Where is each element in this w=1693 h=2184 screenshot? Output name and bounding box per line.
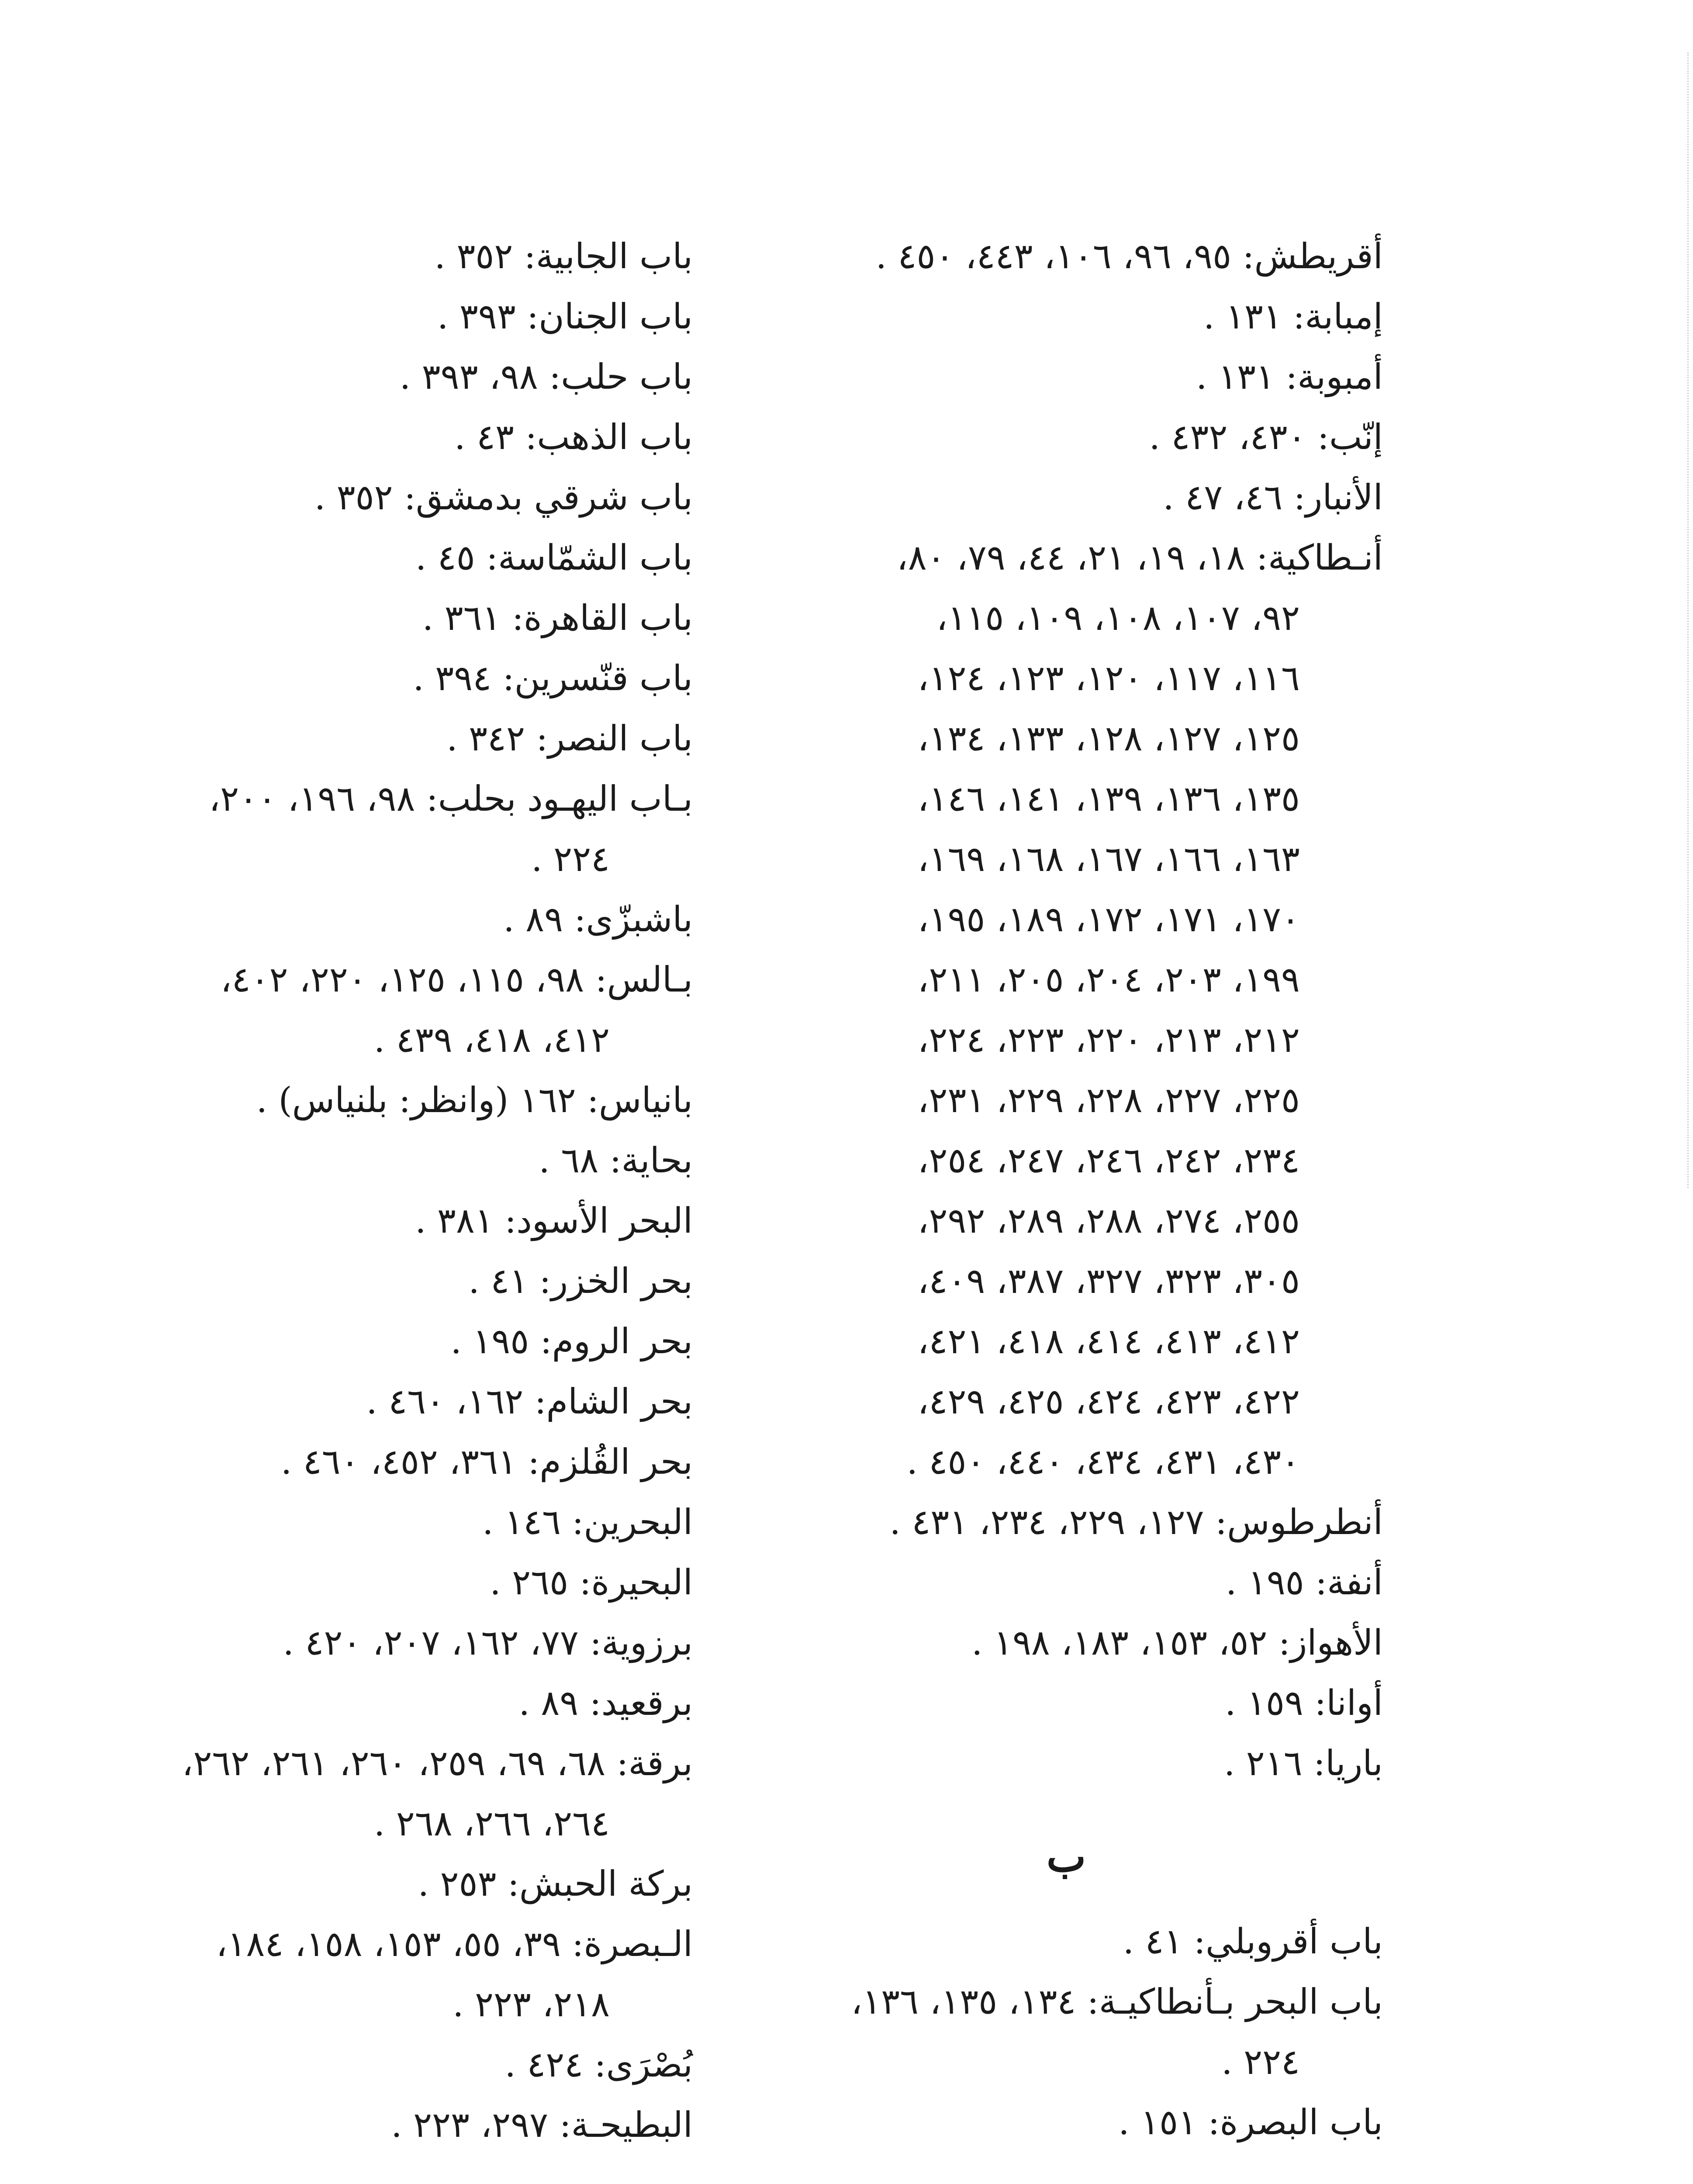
- index-entry-continuation: ٤١٢، ٤١٨، ٤٣٩ .: [373, 1019, 610, 1060]
- index-entry-text: بحر الخزر: ٤١ .: [468, 1261, 693, 1301]
- index-entry: [11, 1914, 693, 2035]
- index-entry: [11, 226, 693, 287]
- index-entry-text: البحر الأسود: ٣٨١ .: [415, 1200, 693, 1241]
- left-column: [11, 226, 693, 2155]
- index-entry: [750, 407, 1383, 467]
- right-entries: [750, 226, 1383, 1794]
- index-entry-text: البحرين: ١٤٦ .: [482, 1502, 693, 1542]
- index-entry-text: أنفة: ١٩٥ .: [1226, 1562, 1383, 1603]
- index-entry-text: بحر الشام: ١٦٢، ٤٦٠ .: [366, 1381, 693, 1422]
- index-entry: [11, 769, 693, 889]
- index-entry-text: باب شرقي بدمشق: ٣٥٢ .: [314, 477, 693, 518]
- left-entries: [11, 226, 693, 2155]
- index-entry-continuation: ٢٥٥، ٢٧٤، ٢٨٨، ٢٨٩، ٢٩٢،: [917, 1200, 1300, 1241]
- index-entry: [11, 1372, 693, 1432]
- index-entry: [750, 1492, 1383, 1552]
- index-entry-text: أوانا: ١٥٩ .: [1225, 1683, 1383, 1723]
- index-entry-text: برقعيد: ٨٩ .: [518, 1683, 693, 1723]
- index-entry-text: أنـطاكية: ١٨، ١٩، ٢١، ٤٤، ٧٩، ٨٠،: [896, 537, 1383, 578]
- index-entry: [750, 287, 1383, 347]
- index-entry-continuation: ٢١٨، ٢٢٣ .: [453, 1984, 610, 2025]
- index-entry-text: باب أقروبلي: ٤١ .: [1123, 1921, 1383, 1962]
- index-entry: [11, 1673, 693, 1733]
- index-entry-text: باب الذهب: ٤٣ .: [454, 417, 693, 457]
- index-entry-text: البحيرة: ٢٦٥ .: [490, 1562, 693, 1603]
- index-entry: [750, 528, 1383, 1492]
- index-entry-continuation: ٤١٢، ٤١٣، ٤١٤، ٤١٨، ٤٢١،: [917, 1321, 1300, 1362]
- index-entry-text: إمبابة: ١٣١ .: [1203, 296, 1383, 337]
- index-entry: [11, 708, 693, 769]
- index-entry-continuation: ٢٢٤ .: [1221, 2042, 1300, 2082]
- index-entry-text: باب الجنان: ٣٩٣ .: [437, 296, 693, 337]
- index-entry: [750, 1911, 1383, 1972]
- index-entry-text: الأهواز: ٥٢، ١٥٣، ١٨٣، ١٩٨ .: [971, 1622, 1383, 1663]
- index-entry: [11, 407, 693, 467]
- index-entry-text: باب القاهرة: ٣٦١ .: [422, 598, 693, 638]
- index-entry: [11, 1432, 693, 1492]
- index-entry-text: إنّب: ٤٣٠، ٤٣٢ .: [1149, 417, 1383, 457]
- index-entry: [11, 1613, 693, 1673]
- index-entry-continuation: ١٧٠، ١٧١، ١٧٢، ١٨٩، ١٩٥،: [917, 899, 1300, 940]
- index-entry-continuation: ٣٠٥، ٣٢٣، ٣٢٧، ٣٨٧، ٤٠٩،: [917, 1261, 1300, 1301]
- index-entry: [750, 1613, 1383, 1673]
- index-entry: [11, 347, 693, 407]
- index-entry: [11, 1251, 693, 1311]
- index-entry-text: الـبصرة: ٣٩، ٥٥، ١٥٣، ١٥٨، ١٨٤،: [216, 1924, 693, 1964]
- index-entry: [11, 1130, 693, 1191]
- index-entry-continuation: ٢١٢، ٢١٣، ٢٢٠، ٢٢٣، ٢٢٤،: [917, 1019, 1300, 1060]
- section-letter: ب: [1046, 1832, 1086, 1881]
- index-entry-text: بحاية: ٦٨ .: [539, 1140, 693, 1181]
- index-entry: [750, 467, 1383, 528]
- index-entry: [11, 2035, 693, 2095]
- index-entry-continuation: ١٣٥، ١٣٦، ١٣٩، ١٤١، ١٤٦،: [917, 778, 1300, 819]
- index-entry-continuation: ٢٢٤ .: [531, 839, 610, 879]
- index-entry-text: باب النصر: ٣٤٢ .: [446, 718, 693, 759]
- index-entry-continuation: ٩٢، ١٠٧، ١٠٨، ١٠٩، ١١٥،: [936, 598, 1300, 638]
- index-entry-text: باشبزّى: ٨٩ .: [503, 899, 693, 940]
- index-entry: [750, 347, 1383, 407]
- index-entry-text: بانياس: ١٦٢ (وانظر: بلنياس) .: [256, 1080, 693, 1120]
- index-entry: [750, 2092, 1383, 2153]
- index-entry: [11, 1070, 693, 1130]
- right-section-entries: [750, 1911, 1383, 2153]
- index-entry: [11, 950, 693, 1070]
- index-entry-text: برزوية: ٧٧، ١٦٢، ٢٠٧، ٤٢٠ .: [283, 1622, 693, 1663]
- index-entry-text: باب البصرة: ١٥١ .: [1118, 2102, 1383, 2143]
- index-entry-text: أنطرطوس: ١٢٧، ٢٢٩، ٢٣٤، ٤٣١ .: [889, 1502, 1383, 1542]
- index-entry-text: باب الشمّاسة: ٤٥ .: [415, 537, 693, 578]
- index-entry-text: برقة: ٦٨، ٦٩، ٢٥٩، ٢٦٠، ٢٦١، ٢٦٢،: [182, 1743, 693, 1783]
- index-entry-continuation: ١٦٣، ١٦٦، ١٦٧، ١٦٨، ١٦٩،: [917, 839, 1300, 879]
- index-entry: [11, 287, 693, 347]
- index-entry: [11, 1311, 693, 1372]
- index-entry: [750, 226, 1383, 287]
- index-entry: [750, 1673, 1383, 1733]
- index-entry: [11, 2095, 693, 2155]
- index-entry-text: أمبوبة: ١٣١ .: [1196, 356, 1383, 397]
- index-entry-continuation: ٢٦٤، ٢٦٦، ٢٦٨ .: [373, 1803, 610, 1844]
- index-entry-text: بُصْرَى: ٤٢٤ .: [504, 2044, 693, 2085]
- index-entry-text: بحر القُلزم: ٣٦١، ٤٥٢، ٤٦٠ .: [280, 1441, 693, 1482]
- index-entry-text: أقريطش: ٩٥، ٩٦، ١٠٦، ٤٤٣، ٤٥٠ .: [875, 236, 1383, 276]
- index-entry-continuation: ٤٣٠، ٤٣١، ٤٣٤، ٤٤٠، ٤٥٠ .: [906, 1441, 1300, 1482]
- index-entry-continuation: ٤٢٢، ٤٢٣، ٤٢٤، ٤٢٥، ٤٢٩،: [917, 1381, 1300, 1422]
- index-entry: [11, 889, 693, 950]
- index-entry: [11, 648, 693, 708]
- index-entry-text: باب حلب: ٩٨، ٣٩٣ .: [399, 356, 693, 397]
- index-entry-text: باريا: ٢١٦ .: [1223, 1743, 1383, 1783]
- index-entry: [11, 1854, 693, 1914]
- index-entry: [750, 1972, 1383, 2092]
- index-entry-text: بحر الروم: ١٩٥ .: [450, 1321, 693, 1362]
- index-entry-text: باب قنّسرين: ٣٩٤ .: [413, 658, 693, 698]
- index-entry-continuation: ٢٣٤، ٢٤٢، ٢٤٦، ٢٤٧، ٢٥٤،: [917, 1140, 1300, 1181]
- index-entry-continuation: ١٢٥، ١٢٧، ١٢٨، ١٣٣، ١٣٤،: [917, 718, 1300, 759]
- index-entry-text: باب الجابية: ٣٥٢ .: [434, 236, 693, 276]
- scan-edge-marks: [1686, 52, 1689, 1188]
- index-entry-text: الأنبار: ٤٦، ٤٧ .: [1163, 477, 1383, 518]
- index-entry-continuation: ٢٢٥، ٢٢٧، ٢٢٨، ٢٢٩، ٢٣١،: [917, 1080, 1300, 1120]
- index-entry-continuation: ١١٦، ١١٧، ١٢٠، ١٢٣، ١٢٤،: [917, 658, 1300, 698]
- index-entry-text: بركة الحبش: ٢٥٣ .: [418, 1863, 693, 1904]
- index-entry: [11, 588, 693, 648]
- index-entry-text: بـالس: ٩٨، ١١٥، ١٢٥، ٢٢٠، ٤٠٢،: [220, 959, 693, 1000]
- index-entry: [11, 1492, 693, 1552]
- index-entry: [11, 528, 693, 588]
- index-entry-continuation: ١٩٩، ٢٠٣، ٢٠٤، ٢٠٥، ٢١١،: [917, 959, 1300, 1000]
- right-column: [750, 226, 1383, 2153]
- index-entry: [11, 1552, 693, 1613]
- index-entry: [11, 1191, 693, 1251]
- index-entry-text: باب البحر بـأنطاكيـة: ١٣٤، ١٣٥، ١٣٦،: [851, 1981, 1383, 2022]
- index-entry: [11, 467, 693, 528]
- index-entry-text: بـاب اليهـود بحلب: ٩٨، ١٩٦، ٢٠٠،: [209, 778, 693, 819]
- index-entry: [750, 1552, 1383, 1613]
- index-entry-text: البطيحـة: ٢٩٧، ٢٢٣ .: [391, 2105, 693, 2145]
- index-entry: [11, 1733, 693, 1854]
- index-entry: [750, 1733, 1383, 1794]
